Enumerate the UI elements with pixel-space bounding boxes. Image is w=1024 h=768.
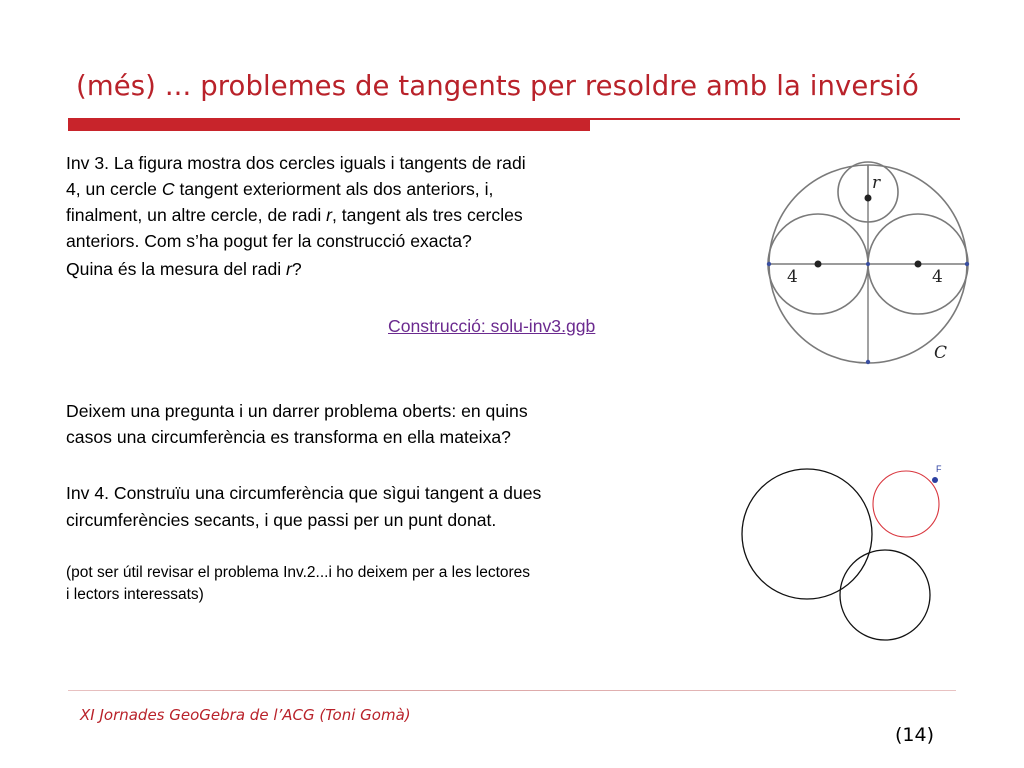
secant-circles-figure xyxy=(736,456,966,656)
left-end-point xyxy=(767,262,771,266)
given-point-label: F xyxy=(936,464,942,474)
open-question-line-2: casos una circumferència es transforma en ella mateixa? xyxy=(66,427,511,447)
inv3-line-4: anteriors. Com s’ha pogut fer la construcció exacta? xyxy=(66,231,472,251)
label-C: C xyxy=(934,343,948,363)
middle-point xyxy=(866,262,870,266)
title-underline-bar xyxy=(68,118,590,131)
inv3-line-3 xyxy=(66,202,523,228)
inv4-note-line-1: (pot ser útil revisar el problema Inv.2...i ho deixem per a les lectores xyxy=(66,564,531,581)
inv3-line-5 xyxy=(66,256,302,282)
tangent-circles-figure xyxy=(760,160,980,380)
footer-rule xyxy=(68,690,956,691)
inv3-var-r-2: r xyxy=(286,259,292,279)
label-left-4: 4 xyxy=(787,267,798,287)
label-r: r xyxy=(872,173,881,193)
title-underline-rule xyxy=(590,118,960,120)
red-tangent-circle xyxy=(873,471,939,537)
right-center-point xyxy=(915,261,922,268)
inv3-line-5-text-a: Quina és la mesura del radi xyxy=(66,259,287,279)
small-black-circle xyxy=(840,550,930,640)
inv3-var-C: C xyxy=(161,179,175,199)
inv3-line-2-text-a: 4, un cercle xyxy=(66,179,162,199)
inv3-line-2-text-b: tangent exteriorment als dos anteriors, i, xyxy=(174,179,494,199)
inv3-var-r: r xyxy=(326,205,332,225)
bottom-end-point xyxy=(866,360,870,364)
inv4-line-2: circumferències secants, i que passi per un punt donat. xyxy=(66,510,497,530)
inv4-note-line-2: i lectors interessats) xyxy=(66,586,204,603)
inv3-line-2 xyxy=(66,176,493,202)
page-number: (14) xyxy=(895,724,935,746)
large-black-circle xyxy=(742,469,872,599)
given-point xyxy=(932,477,938,483)
label-right-4: 4 xyxy=(932,267,943,287)
inv3-line-1: Inv 3. La figura mostra dos cercles iguals i tangents de radi xyxy=(66,153,526,173)
left-center-point xyxy=(815,261,822,268)
right-end-point xyxy=(965,262,969,266)
small-center-point xyxy=(865,195,872,202)
inv3-line-5-text-b: ? xyxy=(291,259,302,279)
open-question-line-1: Deixem una pregunta i un darrer problema oberts: en quins xyxy=(66,401,528,421)
footer-credit: XI Jornades GeoGebra de l’ACG (Toni Gomà) xyxy=(80,706,411,724)
slide-title: (més) ... problemes de tangents per resoldre amb la inversió xyxy=(76,70,919,102)
inv3-line-3-text-b: , tangent als tres cercles xyxy=(332,205,523,225)
inv3-line-3-text-a: finalment, un altre cercle, de radi xyxy=(66,205,327,225)
inv4-line-1: Inv 4. Construïu una circumferència que sìgui tangent a dues xyxy=(66,483,542,503)
construction-link[interactable]: Construcció: solu-inv3.ggb xyxy=(388,316,596,336)
